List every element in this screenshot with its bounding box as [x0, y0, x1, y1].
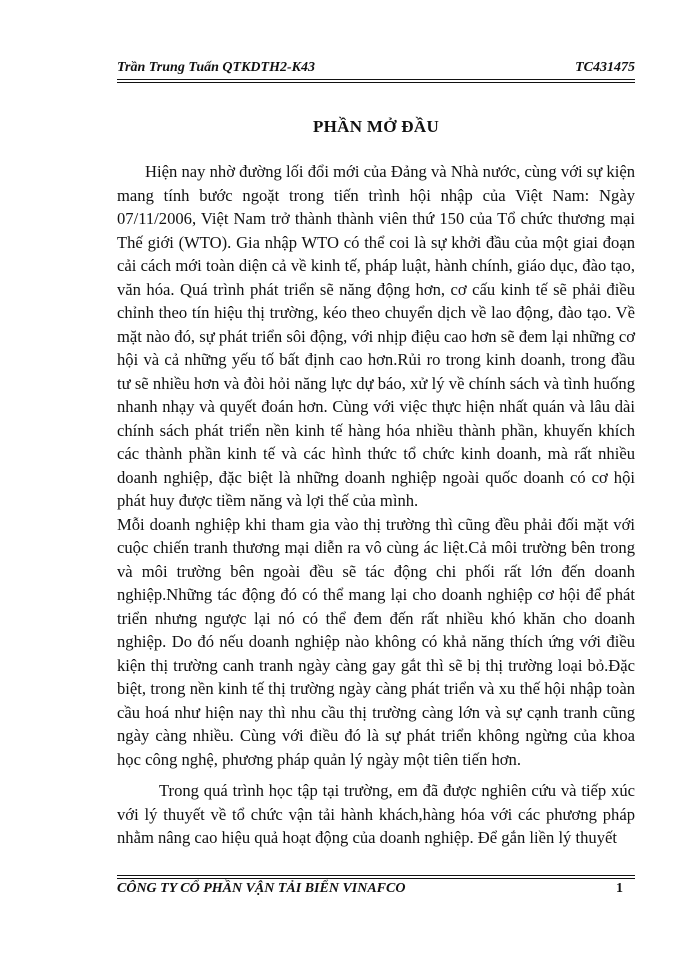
footer-company: CÔNG TY CỔ PHẦN VẬN TẢI BIỂN VINAFCO — [117, 881, 406, 896]
page-footer — [117, 881, 635, 897]
paragraph-2: Mỗi doanh nghiệp khi tham gia vào thị trường thì cũng đều phải đối mặt với cuộc chiến tranh thương mại diễn ra vô cùng ác liệt.Cả môi trường bên trong và môi trường bên ngoài đều sẽ tác động chi phối rất lớn đến doanh nghiệp.Những tác động đó có thể mang lại cho doanh nghiệp cơ hội để phát triển nhưng ngược lại nó có thể đem đến rất nhiều khó khăn cho doanh nghiệp. Do đó nếu doanh nghiệp nào không có khả năng thích ứng với điều kiện thị trường canh tranh ngày càng gay gắt thì sẽ bị thị trường loại bỏ.Đặc biệt, trong nền kinh tế thị trường ngày càng phát triển và xu thế hội nhập toàn cầu hoá như hiện nay thì nhu cầu thị trường càng lớn và sự cạnh tranh cũng ngày càng nhiều. Cùng với điều đó là sự phát triển không ngừng của khoa học công nghệ, phương pháp quản lý ngày một tiên tiến hơn. — [117, 514, 635, 769]
section-title: PHẦN MỞ ĐẦU — [312, 117, 440, 136]
header-rule — [117, 79, 635, 83]
footer-rule — [117, 875, 635, 879]
header-author: Trần Trung Tuấn QTKDTH2-K43 — [117, 60, 315, 75]
page-number: 1 — [616, 881, 623, 896]
header-code: TC431475 — [575, 60, 635, 75]
page-header — [117, 60, 635, 76]
paragraph-1: Hiện nay nhờ đường lối đổi mới của Đảng và Nhà nước, cùng với sự kiện mang tính bước ngoặt trong tiến trình hội nhập của Việt Nam: Ngày 07/11/2006, Việt Nam trở thành thành viên thứ 150 của Tổ chức thương mại Thế giới (WTO). Gia nhập WTO có thể coi là sự khởi đầu của một giai đoạn cải cách mới toàn diện cả về kinh tế, pháp luật, hành chính, giáo dục, đào tạo, văn hóa. Quá trình phát triển sẽ năng động hơn, cơ cấu kinh tế sẽ phải điều chỉnh theo tín hiệu thị trường, kéo theo chuyển dịch về lao động, đào tạo. Về mặt nào đó, sự phát triển sôi động, với nhịp điệu cao hơn sẽ đem lại những cơ hội và cả những yếu tố bất định cao hơn.Rủi ro trong kinh doanh, trong đầu tư sẽ nhiều hơn và đòi hỏi năng lực dự báo, xử lý về chính sách và tình huống nhanh nhạy và quyết đoán hơn. Cùng với việc thực hiện nhất quán và lâu dài chính sách phát triển nền kinh tế hàng hóa nhiều thành phần, khuyến khích các thành phần kinh tế và các hình thức tổ chức kinh doanh, mà rất nhiều doanh nghiệp, đặc biệt là những doanh nghiệp ngoài quốc doanh có cơ hội phát huy được tiềm năng và lợi thế của mình. — [117, 162, 635, 510]
paragraph-3: Trong quá trình học tập tại trường, em đã được nghiên cứu và tiếp xúc với lý thuyết về tổ chức vận tải hành khách,hàng hóa với các phương pháp nhằm nâng cao hiệu quả hoạt động của doanh nghiệp. Để gắn liền lý thuyết — [117, 781, 635, 847]
document-body — [117, 160, 635, 850]
